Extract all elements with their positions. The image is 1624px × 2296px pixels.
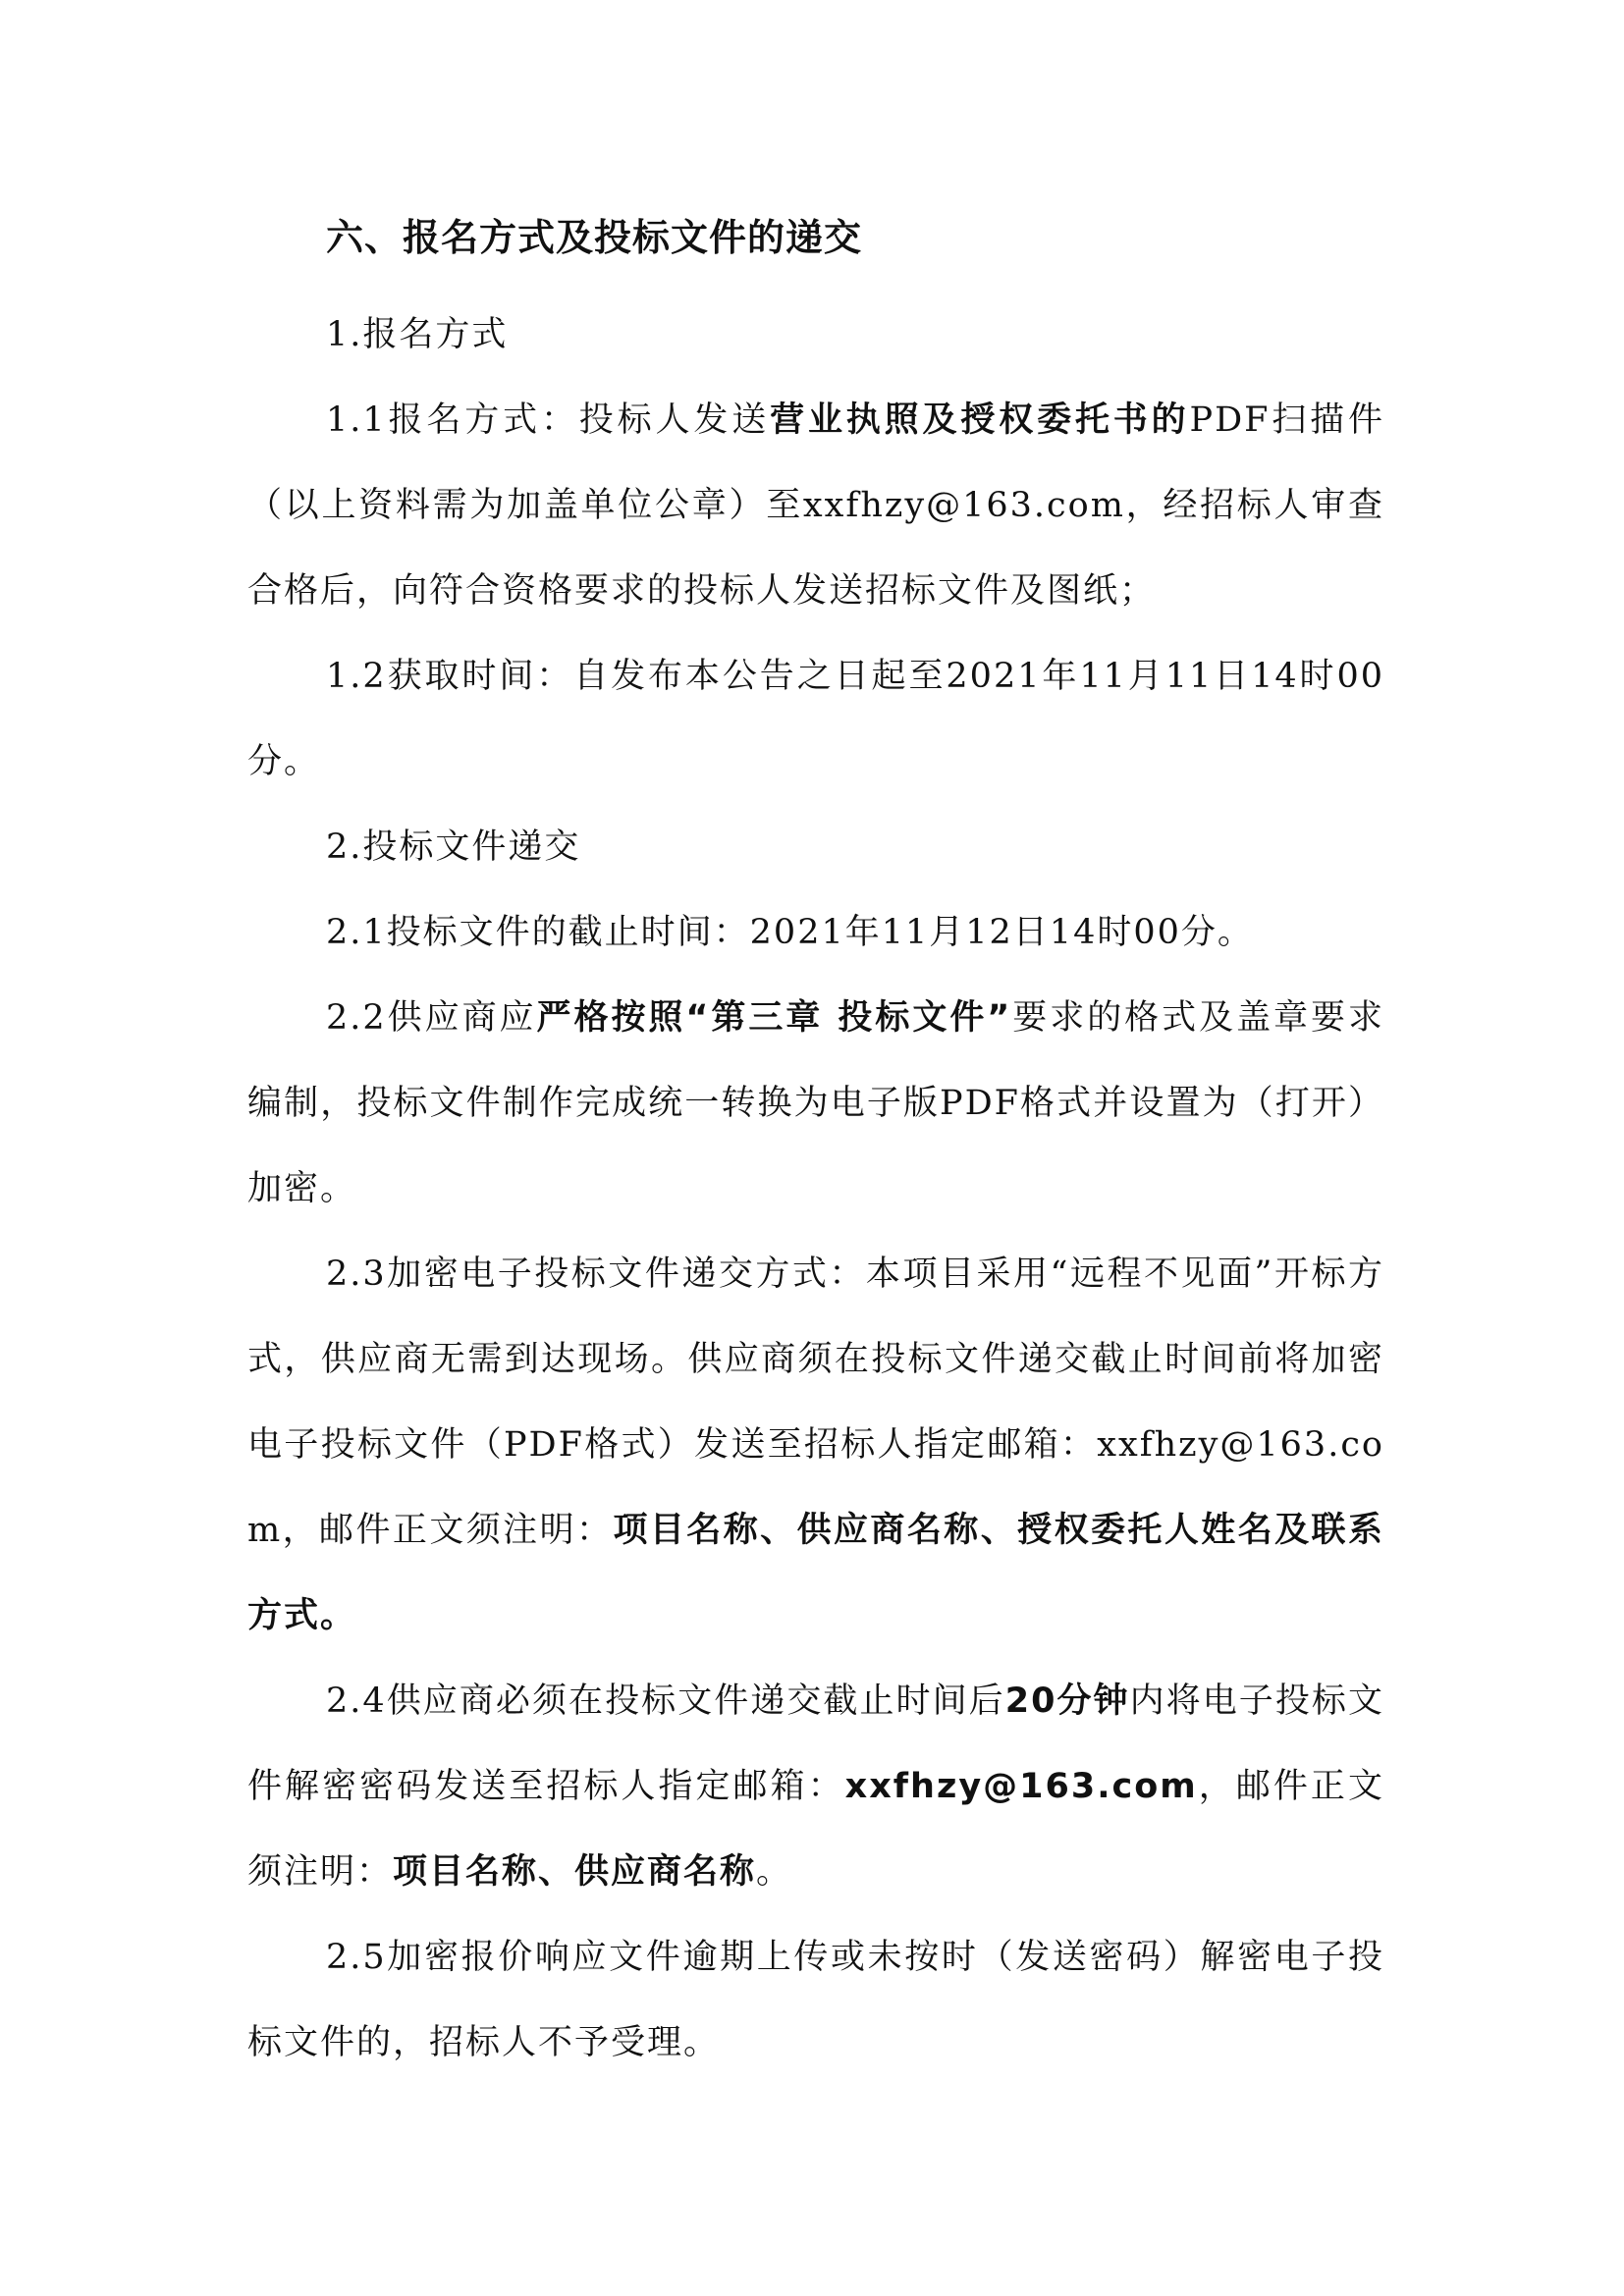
paragraph-1-1-bold: 营业执照及授权委托书的 [770, 400, 1190, 440]
paragraph-2-4-text-c: 内将电子投标文件解密密码发送至招标人指定邮箱： [247, 1682, 1384, 1806]
paragraph-2-2-bold: 严格按照“第三章 投标文件” [536, 998, 1012, 1038]
paragraph-2-3 [247, 1232, 1384, 1659]
paragraph-2-1: 2.1投标文件的截止时间：2021年11月12日14时00分。 [326, 913, 1254, 952]
paragraph-2-4 [247, 1659, 1384, 1915]
subsection-title-registration: 1.报名方式 [326, 315, 509, 354]
paragraph-1-1 [247, 378, 1384, 634]
paragraph-2-4-bold-email: xxfhzy@163.com [844, 1767, 1198, 1806]
paragraph-2-4-bold-names: 项目名称、供应商名称 [393, 1852, 757, 1892]
paragraph-2-2 [247, 976, 1384, 1232]
paragraph-2-2-text-c: 要求的格式及盖章要求编制，投标文件制作完成统一转换为电子版PDF格式并设置为（打开）加密。 [247, 998, 1384, 1208]
paragraph-2-2-text-a: 2.2供应商应 [326, 998, 537, 1038]
document-body [247, 208, 1384, 2086]
paragraph-2-3-text-a: 2.3加密电子投标文件递交方式：本项目采用“远程不见面”开标方式，供应商无需到达现场。供应商须在投标文件递交截止时间前将加密电子投标文件（PDF格式）发送至招标人指定邮箱：xxfhzy@163.com，邮件正文须注明： [247, 1255, 1384, 1550]
paragraph-1-1-text-a: 1.1报名方式：投标人发送 [326, 400, 771, 440]
paragraph-1-1-text-c: PDF扫描件（以上资料需为加盖单位公章）至xxfhzy@163.com，经招标人审查合格后，向符合资格要求的投标人发送招标文件及图纸； [247, 400, 1384, 611]
paragraph-2-4-text-e: ，邮件正文须注明： [247, 1767, 1384, 1892]
paragraph-2-5: 2.5加密报价响应文件逾期上传或未按时（发送密码）解密电子投标文件的，招标人不予受理。 [247, 1938, 1384, 2062]
paragraph-2-3-bold: 项目名称、供应商名称、授权委托人姓名及联系方式。 [247, 1511, 1384, 1635]
paragraph-1-2: 1.2获取时间：自发布本公告之日起至2021年11月11日14时00分。 [247, 657, 1384, 781]
paragraph-2-4-text-a: 2.4供应商必须在投标文件递交截止时间后 [326, 1682, 1005, 1721]
paragraph-2-4-text-g: 。 [756, 1852, 793, 1892]
paragraph-2-4-bold-time: 20分钟 [1004, 1682, 1130, 1721]
section-heading: 六、报名方式及投标文件的递交 [326, 216, 863, 259]
subsection-title-submission: 2.投标文件递交 [326, 828, 581, 867]
